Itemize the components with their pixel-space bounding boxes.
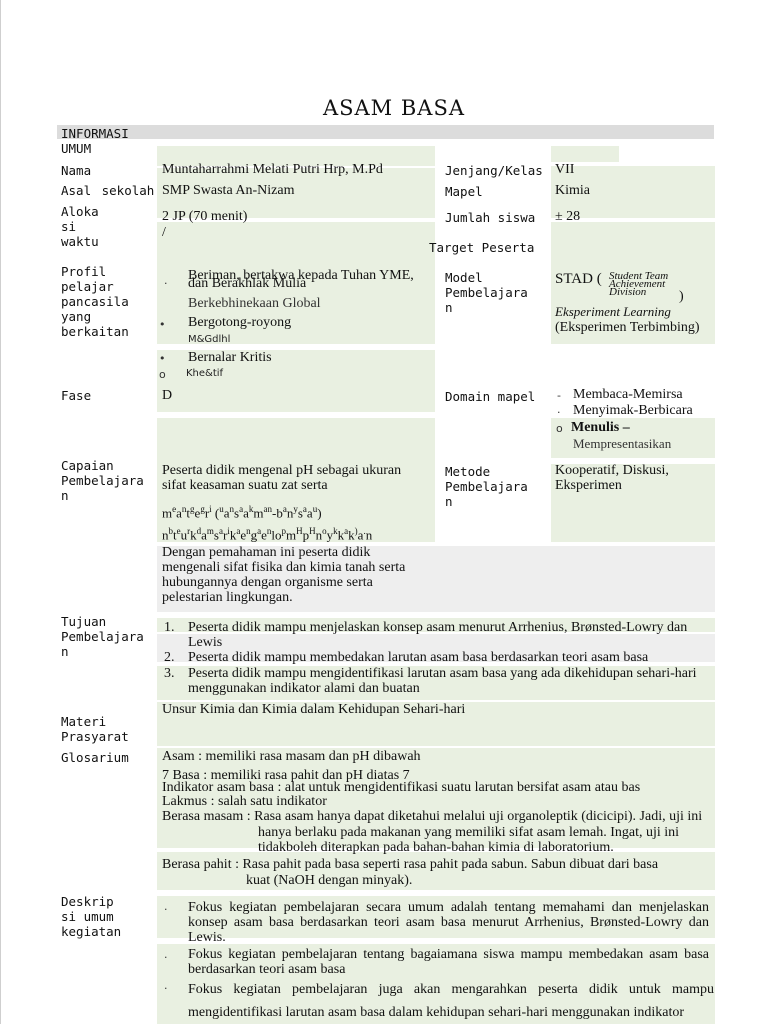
domain-item: Menyimak-Berbicara	[573, 403, 693, 418]
capaian-scrambled: $n^bt^eu^rk^da^ms^ar^ik^ae^ng^ae^nlo^pm^Hp^Hn^oy^kk^ak^)a^.n$	[162, 526, 373, 543]
glosarium-line: hanya berlaku pada makanan yang memiliki sifat asam lemah. Ingat, uji ini	[258, 825, 680, 840]
tujuan-number: 1.	[164, 620, 175, 635]
label-jenjang: Jenjang/Kelas	[445, 163, 543, 178]
glosarium-line: Asam : memiliki rasa masam dan pH dibawah	[162, 749, 421, 764]
profil-item: Berkebhinekaan Global	[188, 296, 321, 311]
label-profil: Profil pelajar pancasila yang berkaitan	[61, 264, 129, 339]
glosarium-line: 7 Basa : memiliki rasa pahit dan pH diatas 7	[162, 768, 410, 783]
page-title: ASAM BASA	[322, 96, 466, 120]
model-stad: STAD (	[555, 271, 602, 287]
bullet-icon: ·	[164, 903, 168, 916]
profil-item: Bernalar Kritis	[188, 350, 272, 365]
capaian-scrambled: $m^ea^nt^ge^gr^i$ $(^ua^ns^aa^km^{an}-b^an^ys^aa^u)$	[162, 504, 322, 521]
value-nama: Muntaharrahmi Melati Putri Hrp, M.Pd	[162, 162, 383, 177]
deskripsi-item: Fokus kegiatan pembelajaran tentang bagaiamana siswa mampu membedakan asam basa berdasarkan teori asam basa	[188, 947, 709, 977]
metode-line: Kooperatif, Diskusi,	[555, 463, 669, 478]
glosarium-line: tidakboleh diterapkan pada bahan-bahan kimia di laboratorium.	[258, 840, 614, 855]
label-glosarium: Glosarium	[61, 750, 129, 765]
label-fase: Fase	[61, 388, 92, 403]
bullet-icon: •	[159, 352, 166, 365]
value-alokasi-slash: /	[162, 225, 166, 240]
capaian-line: sifat keasaman suatu zat serta	[162, 478, 328, 493]
model-stad-close: )	[679, 289, 684, 304]
label-jumlah-siswa: Jumlah siswa	[445, 210, 536, 225]
value-mapel: Kimia	[555, 183, 590, 198]
cell-bg	[551, 146, 619, 162]
deskripsi-item: Fokus kegiatan pembelajaran juga akan mengarahkan peserta didik untuk mampu mengidentifikasi larutan asam basa dalam kehidupan sehari-hari menggunakan indikator	[188, 982, 714, 1020]
value-fase: D	[162, 388, 173, 403]
model-eksperimen-sub: (Eksperimen Terbimbing)	[555, 320, 700, 335]
model-eksperimen: Eksperiment Learning	[555, 304, 671, 319]
tujuan-number: 3.	[164, 666, 175, 681]
label-asal-sekolah: Asal sekolah	[61, 183, 155, 198]
bullet-icon: ·	[164, 951, 168, 964]
label-nama: Nama	[61, 163, 92, 178]
value-asal-sekolah: SMP Swasta An-Nizam	[162, 183, 295, 198]
profil-item: Khe&tif	[186, 368, 224, 379]
value-jumlah-siswa: ± 28	[555, 209, 581, 224]
circle-bullet-icon: o	[159, 368, 166, 381]
bullet-icon: •	[159, 318, 166, 331]
label-metode: Metode Pembelajara n	[445, 464, 528, 509]
deskripsi-item: Fokus kegiatan pembelajaran secara umum adalah tentang memahami dan menjelaskan konsep asam basa berdasarkan teori asam basa menurut Arrhenius, Brønsted-Lowry dan Lewis.	[188, 900, 709, 945]
model-stad-italic: Student Team Achievement Division	[609, 270, 669, 298]
domain-item: Mempresentasikan	[573, 436, 672, 451]
bullet-icon: ·	[164, 982, 168, 995]
profil-item: Beriman, bertakwa kepada Tuhan YME, dan Berakhlak Mulia	[188, 268, 414, 291]
label-target-peserta: Target Peserta	[429, 240, 535, 255]
dash-bullet-icon: -	[557, 389, 561, 402]
bullet-icon: ·	[557, 406, 561, 419]
glosarium-line: kuat (NaOH dengan minyak).	[246, 873, 413, 888]
glosarium-line: Indikator asam basa : alat untuk mengidentifikasi suatu larutan bersifat asam atau bas	[162, 780, 641, 795]
label-deskripsi: Deskrip si umum kegiatan	[61, 894, 122, 939]
glosarium-line: Lakmus : salah satu indikator	[162, 794, 327, 809]
circle-bullet-icon: o	[556, 422, 563, 435]
info-header-label: INFORMASI UMUM	[61, 126, 129, 156]
domain-item: Membaca-Memirsa	[573, 387, 683, 402]
label-capaian: Capaian Pembelajara n	[61, 458, 144, 503]
tujuan-item: Peserta didik mampu menjelaskan konsep asam menurut Arrhenius, Brønsted-Lowry dan Lewis	[188, 620, 688, 650]
value-jenjang: VII	[555, 162, 575, 177]
label-mapel: Mapel	[445, 184, 483, 199]
tujuan-item: Peserta didik mampu membedakan larutan asam basa berdasarkan teori asam basa	[188, 650, 649, 665]
label-tujuan: Tujuan Pembelajara n	[61, 614, 144, 659]
profil-item: Bergotong-royong	[188, 315, 292, 330]
label-alokasi-waktu: Aloka si waktu	[61, 204, 99, 249]
capaian-paragraph: Dengan pemahaman ini peserta didik mengenali sifat fisika dan kimia tanah serta hubungannya dengan organisme serta pelestarian lingkungan.	[162, 545, 406, 605]
domain-item: Menulis –	[571, 420, 630, 435]
tujuan-item: Peserta didik mampu mengidentifikasi larutan asam basa yang ada dikehidupan sehari-hari menggunakan indikator alami dan buatan	[188, 666, 697, 696]
capaian-line: Peserta didik mengenal pH sebagai ukuran	[162, 463, 402, 478]
label-domain: Domain mapel	[445, 389, 536, 404]
value-alokasi-waktu: 2 JP (70 menit)	[162, 209, 248, 224]
metode-line: Eksperimen	[555, 478, 622, 493]
glosarium-line: Berasa pahit : Rasa pahit pada basa seperti rasa pahit pada sabun. Sabun dibuat dari basa	[162, 857, 659, 872]
tujuan-number: 2.	[164, 650, 175, 665]
label-model: Model Pembelajara n	[445, 270, 528, 315]
profil-item: M&Gdlhl	[188, 334, 231, 345]
materi-value: Unsur Kimia dan Kimia dalam Kehidupan Sehari-hari	[162, 702, 466, 717]
bullet-icon: ·	[164, 277, 168, 290]
label-materi: Materi Prasyarat	[61, 714, 129, 744]
glosarium-line: Berasa masam : Rasa asam hanya dapat diketahui melalui uji organoleptik (dicicipi). Jadi, uji ini	[162, 809, 703, 824]
